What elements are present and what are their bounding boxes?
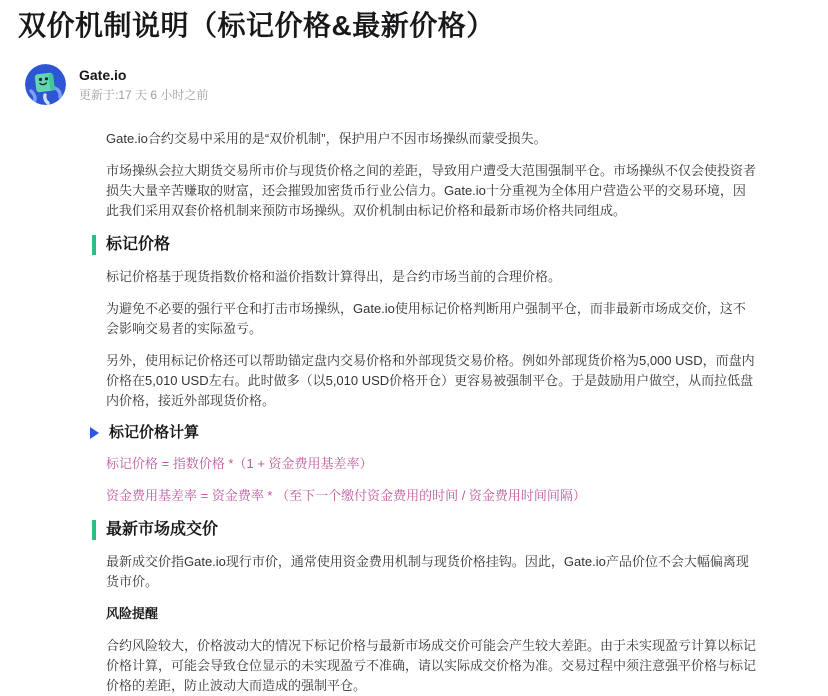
section-heading-last-price: 最新市场成交价 <box>92 520 756 540</box>
author-name: Gate.io <box>79 67 127 83</box>
funding-basis-rate-formula: 资金费用基差率 = 资金费率 * （至下一个缴付资金费用的时间 / 资金费用时间间隔） <box>106 488 586 503</box>
intro-paragraph-2: 市场操纵会拉大期货交易所市价与现货价格之间的差距，导致用户遭受大范围强制平仓。市场操纵不仅会使投资者损失大量辛苦赚取的财富，还会摧毁加密货币行业公信力。Gate.io十分重视为全体用户营造公平的交易环境，因此我们采用双套价格机制来预防市场操纵。双价机制由标记价格和最新市场价格共同组成。 <box>106 163 757 218</box>
author-meta <box>79 67 208 102</box>
intro-paragraph-1: Gate.io合约交易中采用的是“双价机制”，保护用户不因市场操纵而蒙受损失。 <box>106 131 547 146</box>
page-title: 双价机制说明（标记价格&最新价格） <box>18 10 495 41</box>
last-price-paragraph-1: 最新成交价指Gate.io现行市价，通常使用资金费用机制与现货价格挂钩。因此，Gate.io产品价位不会大幅偏离现货市价。 <box>106 554 749 589</box>
triangle-right-icon <box>90 427 99 439</box>
sub-heading-mark-price-calc <box>90 423 756 442</box>
mark-price-paragraph-3: 另外，使用标记价格还可以帮助锚定盘内交易价格和外部现货交易价格。例如外部现货价格为5,000 USD，而盘内价格在5,010 USD左右。此时做多（以5,010 USD价格开仓）更容易被强制平仓。于是鼓励用户做空，从而拉低盘内价格，接近外部现货价格。 <box>106 353 755 408</box>
mark-price-paragraph-1: 标记价格基于现货指数价格和溢价指数计算得出，是合约市场当前的合理价格。 <box>106 269 562 284</box>
mark-price-formula: 标记价格 = 指数价格 *（1 + 资金费用基差率） <box>106 456 373 471</box>
risk-notice-heading: 风险提醒 <box>106 606 159 621</box>
article-body <box>106 129 756 696</box>
section-heading-mark-price: 标记价格 <box>92 235 756 255</box>
updated-timestamp: 更新于:17 天 6 小时之前 <box>79 88 209 102</box>
risk-notice-paragraph: 合约风险较大，价格波动大的情况下标记价格与最新市场成交价可能会产生较大差距。由于未实现盈亏计算以标记价格计算，可能会导致仓位显示的未实现盈亏不准确，请以实际成交价格为准。交易过程中须注意强平价格与标记价格的差距，防止波动大而造成的强制平仓。 <box>106 638 757 693</box>
author-row <box>25 64 810 105</box>
sub-heading-label: 标记价格计算 <box>109 424 200 441</box>
mark-price-paragraph-2: 为避免不必要的强行平仓和打击市场操纵，Gate.io使用标记价格判断用户强制平仓，而非最新市场成交价，这不会影响交易者的实际盈亏。 <box>106 301 746 336</box>
gate-io-mascot-avatar-icon <box>25 64 66 105</box>
